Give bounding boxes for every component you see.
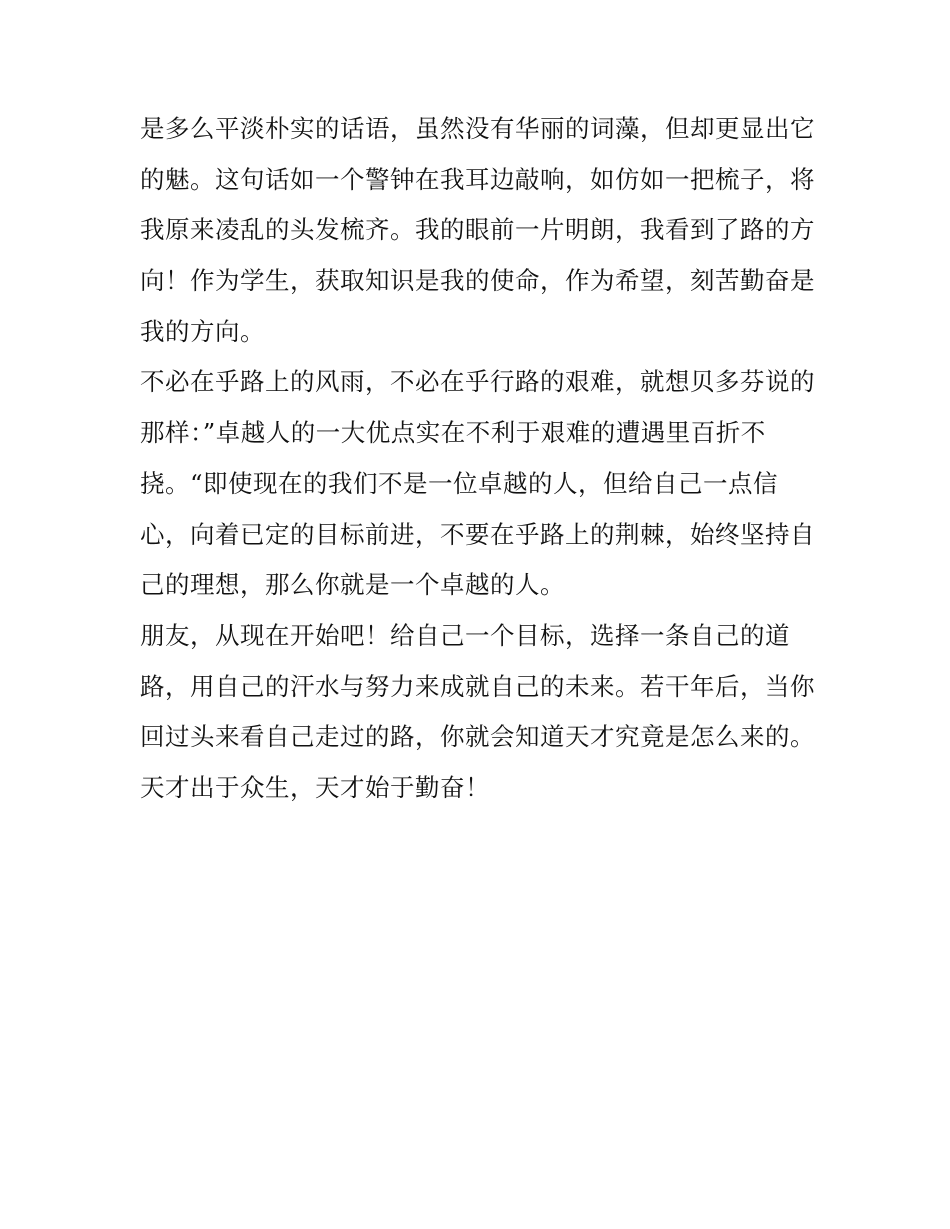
text-line: 挠。“即使现在的我们不是一位卓越的人，但给自己一点信 bbox=[140, 468, 779, 498]
text-line: 向！作为学生，获取知识是我的使命，作为希望，刻苦勤奋是 bbox=[140, 266, 815, 296]
text-line: 的魅。这句话如一个警钟在我耳边敲响，如仿如一把梳子，将 bbox=[140, 164, 815, 194]
text-line: 不必在乎路上的风雨，不必在乎行路的艰难，就想贝多芬说的 bbox=[140, 367, 815, 397]
text-line: 己的理想，那么你就是一个卓越的人。 bbox=[140, 570, 565, 600]
text-line: 我原来凌乱的头发梳齐。我的眼前一片明朗，我看到了路的方 bbox=[140, 215, 815, 245]
text-line: 心，向着已定的目标前进，不要在乎路上的荆棘，始终坚持自 bbox=[140, 519, 815, 549]
text-line: 朋友，从现在开始吧！给自己一个目标，选择一条自己的道 bbox=[140, 620, 790, 650]
text-line: 是多么平淡朴实的话语，虽然没有华丽的词藻，但却更显出它 bbox=[140, 114, 815, 143]
text-line: 那样：”卓越人的一大优点实在不利于艰难的遭遇里百折不 bbox=[140, 418, 766, 448]
body-text bbox=[140, 104, 820, 814]
text-line: 路，用自己的汗水与努力来成就自己的未来。若干年后，当你 bbox=[140, 671, 815, 701]
text-line: 天才出于众生，天才始于勤奋！ bbox=[140, 772, 490, 802]
text-line: 我的方向。 bbox=[140, 316, 265, 346]
text-line: 回过头来看自己走过的路，你就会知道天才究竟是怎么来的。 bbox=[140, 722, 815, 752]
